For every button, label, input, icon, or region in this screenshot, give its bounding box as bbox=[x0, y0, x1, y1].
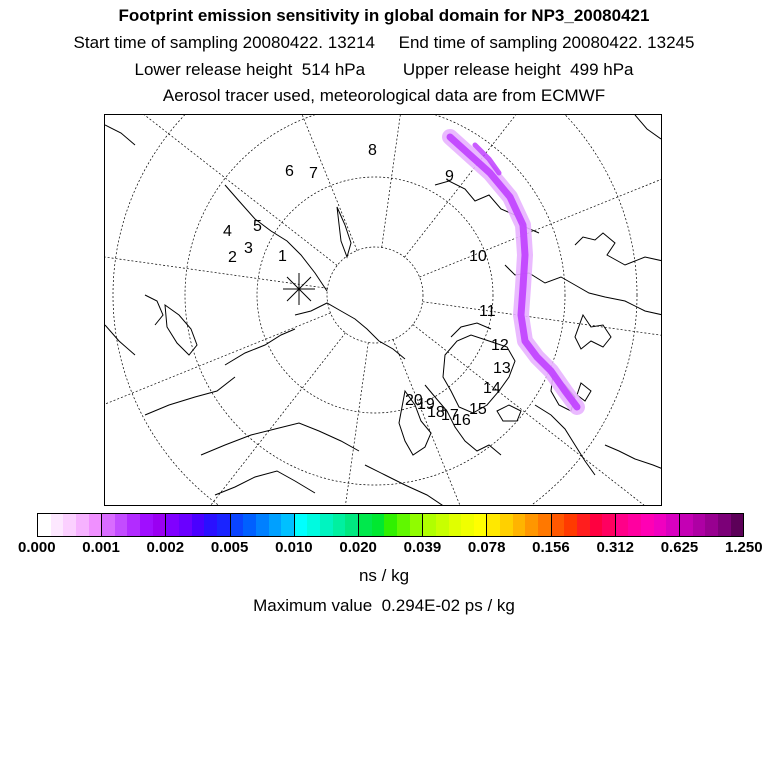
color-swatch bbox=[63, 514, 76, 536]
color-swatch bbox=[693, 514, 706, 536]
meridian-line-3 bbox=[393, 340, 637, 506]
color-swatch bbox=[397, 514, 410, 536]
color-swatch bbox=[269, 514, 282, 536]
color-swatch bbox=[628, 514, 641, 536]
trajectory-label-20: 20 bbox=[405, 392, 423, 409]
meridian-line-7 bbox=[105, 198, 327, 289]
color-swatch bbox=[192, 514, 205, 536]
color-swatch bbox=[423, 514, 436, 536]
color-swatch bbox=[89, 514, 103, 536]
color-swatch bbox=[51, 514, 64, 536]
trajectory-label-1: 1 bbox=[278, 248, 287, 265]
color-swatch bbox=[590, 514, 603, 536]
trajectory-label-15: 15 bbox=[469, 401, 487, 418]
trajectory-label-9: 9 bbox=[445, 168, 454, 185]
trajectory-label-4: 4 bbox=[223, 223, 232, 240]
coastline-iceland bbox=[497, 405, 521, 421]
color-swatch bbox=[474, 514, 488, 536]
color-swatch bbox=[410, 514, 424, 536]
color-swatch bbox=[500, 514, 513, 536]
trajectory-label-13: 13 bbox=[493, 360, 511, 377]
trajectory-label-14: 14 bbox=[483, 380, 501, 397]
polar-map bbox=[104, 114, 662, 506]
meridian-line-4 bbox=[278, 343, 369, 506]
coastline-northwest bbox=[105, 125, 135, 145]
color-swatch bbox=[616, 514, 629, 536]
color-swatch bbox=[295, 514, 308, 536]
trajectory-label-19: 19 bbox=[417, 396, 435, 413]
color-swatch bbox=[680, 514, 693, 536]
color-scale-label: 0.020 bbox=[339, 539, 377, 556]
meridian-line-6 bbox=[105, 313, 330, 506]
color-scale-label: 0.156 bbox=[532, 539, 570, 556]
latitude-circle-1 bbox=[327, 247, 423, 343]
color-swatch bbox=[705, 514, 718, 536]
color-scale-label: 0.000 bbox=[18, 539, 56, 556]
color-swatch bbox=[204, 514, 217, 536]
color-swatch bbox=[166, 514, 179, 536]
trajectory-label-12: 12 bbox=[491, 337, 509, 354]
trajectory-label-2: 2 bbox=[228, 249, 237, 266]
color-swatch bbox=[718, 514, 731, 536]
color-swatch bbox=[231, 514, 244, 536]
color-swatch bbox=[102, 514, 115, 536]
coastline-europe-south bbox=[365, 465, 445, 506]
sampling-time-line: Start time of sampling 20080422. 13214 End time of sampling 20080422. 13245 bbox=[73, 33, 695, 52]
color-swatch bbox=[538, 514, 552, 536]
trajectory-label-10: 10 bbox=[469, 248, 487, 265]
color-swatch bbox=[436, 514, 449, 536]
coastline-northeast bbox=[635, 115, 661, 139]
trajectory-label-17: 17 bbox=[441, 407, 459, 424]
trajectory-labels bbox=[223, 142, 511, 429]
color-swatch bbox=[345, 514, 359, 536]
coastline-asia-south bbox=[201, 423, 359, 455]
trajectory-label-5: 5 bbox=[253, 218, 262, 235]
color-swatch bbox=[513, 514, 526, 536]
color-scale-label: 0.039 bbox=[403, 539, 442, 556]
tracer-info-line: Aerosol tracer used, meteorological data are from ECMWF bbox=[162, 86, 606, 105]
color-scale-label: 0.002 bbox=[146, 539, 185, 556]
meridian-line-9 bbox=[113, 115, 357, 250]
release-height-line: Lower release height 514 hPa Upper release height 499 hPa bbox=[134, 60, 634, 79]
maximum-value-note: Maximum value 0.294E-02 ps / kg bbox=[253, 596, 515, 615]
color-scale-label: 1.250 bbox=[725, 539, 763, 556]
color-scale-bar bbox=[37, 513, 744, 537]
color-swatch bbox=[243, 514, 256, 536]
color-swatch bbox=[320, 514, 333, 536]
map-canvas bbox=[105, 115, 662, 506]
color-swatch bbox=[449, 514, 462, 536]
color-swatch bbox=[577, 514, 590, 536]
color-swatch bbox=[333, 514, 346, 536]
color-scale-label: 0.010 bbox=[275, 539, 313, 556]
coastline-japan bbox=[165, 305, 197, 355]
color-swatch bbox=[731, 514, 744, 536]
coastline-kamchatka bbox=[337, 207, 351, 257]
trajectory-label-7: 7 bbox=[309, 165, 318, 182]
color-swatch bbox=[115, 514, 128, 536]
meridian-line-8 bbox=[105, 115, 337, 265]
trajectory-label-11: 11 bbox=[479, 303, 496, 320]
release-point-marker bbox=[283, 273, 315, 305]
plot-title: Footprint emission sensitivity in global domain for NP3_20080421 bbox=[118, 6, 650, 25]
coastlines bbox=[105, 115, 662, 506]
graticule bbox=[105, 115, 662, 506]
coastline-hudson bbox=[575, 315, 611, 349]
color-swatch bbox=[179, 514, 192, 536]
color-swatch bbox=[666, 514, 680, 536]
coastline-siberia bbox=[295, 303, 405, 359]
color-swatch bbox=[307, 514, 320, 536]
color-swatch bbox=[359, 514, 372, 536]
coastline-caribbean bbox=[605, 445, 662, 469]
trajectory-label-3: 3 bbox=[244, 240, 253, 257]
trajectory-label-18: 18 bbox=[427, 404, 445, 421]
trajectory-label-8: 8 bbox=[368, 142, 377, 159]
color-scale-label: 0.625 bbox=[660, 539, 699, 556]
color-swatch bbox=[127, 514, 140, 536]
coastline-africa bbox=[215, 471, 315, 495]
color-scale-label: 0.312 bbox=[596, 539, 634, 556]
coastline-korea bbox=[145, 295, 163, 325]
color-swatch bbox=[552, 514, 565, 536]
color-swatch bbox=[372, 514, 385, 536]
meridian-line-5 bbox=[105, 333, 345, 506]
coastline-east-pacific bbox=[105, 325, 135, 355]
color-swatch bbox=[76, 514, 89, 536]
color-scale-label: 0.001 bbox=[82, 539, 120, 556]
trajectory-label-16: 16 bbox=[453, 412, 471, 429]
coastline-north-atlantic bbox=[535, 405, 595, 475]
color-swatch bbox=[38, 514, 51, 536]
color-scale-units: ns / kg bbox=[358, 566, 410, 585]
color-swatch bbox=[461, 514, 474, 536]
coastline-russia-far-east bbox=[225, 185, 327, 291]
color-swatch bbox=[256, 514, 269, 536]
latitude-circle-3 bbox=[185, 115, 565, 485]
color-swatch bbox=[564, 514, 577, 536]
color-swatch bbox=[525, 514, 538, 536]
color-swatch bbox=[281, 514, 295, 536]
color-swatch bbox=[641, 514, 654, 536]
trajectory-label-6: 6 bbox=[285, 163, 294, 180]
color-swatch bbox=[384, 514, 397, 536]
color-swatch bbox=[140, 514, 153, 536]
color-swatch bbox=[602, 514, 616, 536]
color-swatch bbox=[654, 514, 667, 536]
color-swatch bbox=[153, 514, 167, 536]
latitude-circle-4 bbox=[113, 115, 637, 506]
coastline-north-america bbox=[575, 233, 662, 265]
color-scale-label: 0.078 bbox=[467, 539, 506, 556]
color-scale-label: 0.005 bbox=[210, 539, 249, 556]
color-swatch bbox=[487, 514, 500, 536]
color-swatch bbox=[217, 514, 231, 536]
coastline-asia-north bbox=[225, 329, 295, 365]
